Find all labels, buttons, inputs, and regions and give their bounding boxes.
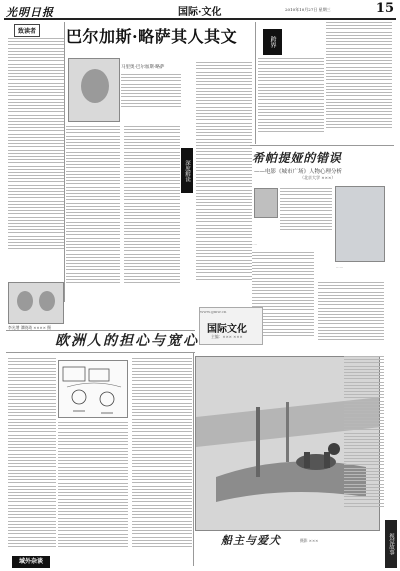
page-number: 15 (375, 1, 394, 16)
article-col-3 (196, 62, 252, 306)
photo-credit: 摄影 ××× (300, 538, 319, 543)
column-divider (64, 22, 65, 302)
movie-still-caption: …… (336, 265, 344, 269)
photo-story-text (344, 356, 384, 516)
publication-date: 2010年10月27日 星期三 (285, 7, 331, 12)
culture-logo-subtitle: 主编：××× ××× (211, 334, 243, 339)
main-headline: 巴尔加斯·略萨其人其文 (66, 27, 238, 46)
cartoon-drawing (59, 361, 129, 419)
author-portrait (68, 58, 120, 122)
feature-top-rule (250, 145, 394, 146)
visual-story-tag: 视觉故事 (385, 520, 397, 568)
article-byline: 马里奥·巴尔加斯·略萨 (121, 65, 165, 70)
article-col-2 (124, 126, 180, 306)
europe-cartoon (58, 360, 128, 418)
deep-reading-tag: 深度解读 (181, 148, 193, 193)
to-readers-badge: 致读者 (14, 24, 40, 37)
person-left (17, 291, 33, 311)
intro-text (121, 74, 181, 114)
feature-author: （北京大学 ×××） (300, 175, 336, 180)
section-title: 国际·文化 (178, 7, 222, 18)
feature-intro-text (280, 188, 332, 240)
right-col-text-1 (258, 58, 324, 144)
masthead: 光明日报 (6, 6, 54, 19)
column-badge: 域外杂谈 (12, 556, 50, 568)
europe-headline: 欧洲人的担心与宽心 (55, 333, 199, 349)
header-rule (4, 18, 396, 20)
site-url: www.gmw.cn (200, 309, 227, 314)
movie-still (335, 186, 385, 262)
feature-col-2 (318, 282, 384, 352)
photo-story-title: 船主与爱犬 (221, 534, 281, 547)
two-people-photo (8, 282, 64, 324)
feature-title: 希帕提娅的错误 (252, 151, 342, 165)
cross-border-tag: 跨界 (263, 29, 282, 55)
author-caption: …… (250, 242, 257, 246)
euro-bottom-rule (6, 352, 195, 353)
feature-subtitle: ——电影《城市广场》人物心理分析 (254, 169, 343, 175)
column-divider (193, 352, 194, 566)
article-col-1 (66, 126, 120, 306)
right-col-text-2 (326, 22, 392, 144)
culture-logo-title: 国际文化 (207, 324, 247, 335)
person-right (39, 291, 55, 311)
euro-col-3 (132, 358, 192, 553)
author-photo (254, 188, 278, 218)
euro-col-2 (58, 422, 128, 554)
left-column-text (8, 38, 64, 258)
euro-col-1 (8, 358, 56, 553)
portrait-face (81, 69, 109, 103)
column-divider (255, 22, 256, 144)
left-photo-caption: 李光增 谭晓琦 ×××× 摄 (8, 325, 51, 330)
